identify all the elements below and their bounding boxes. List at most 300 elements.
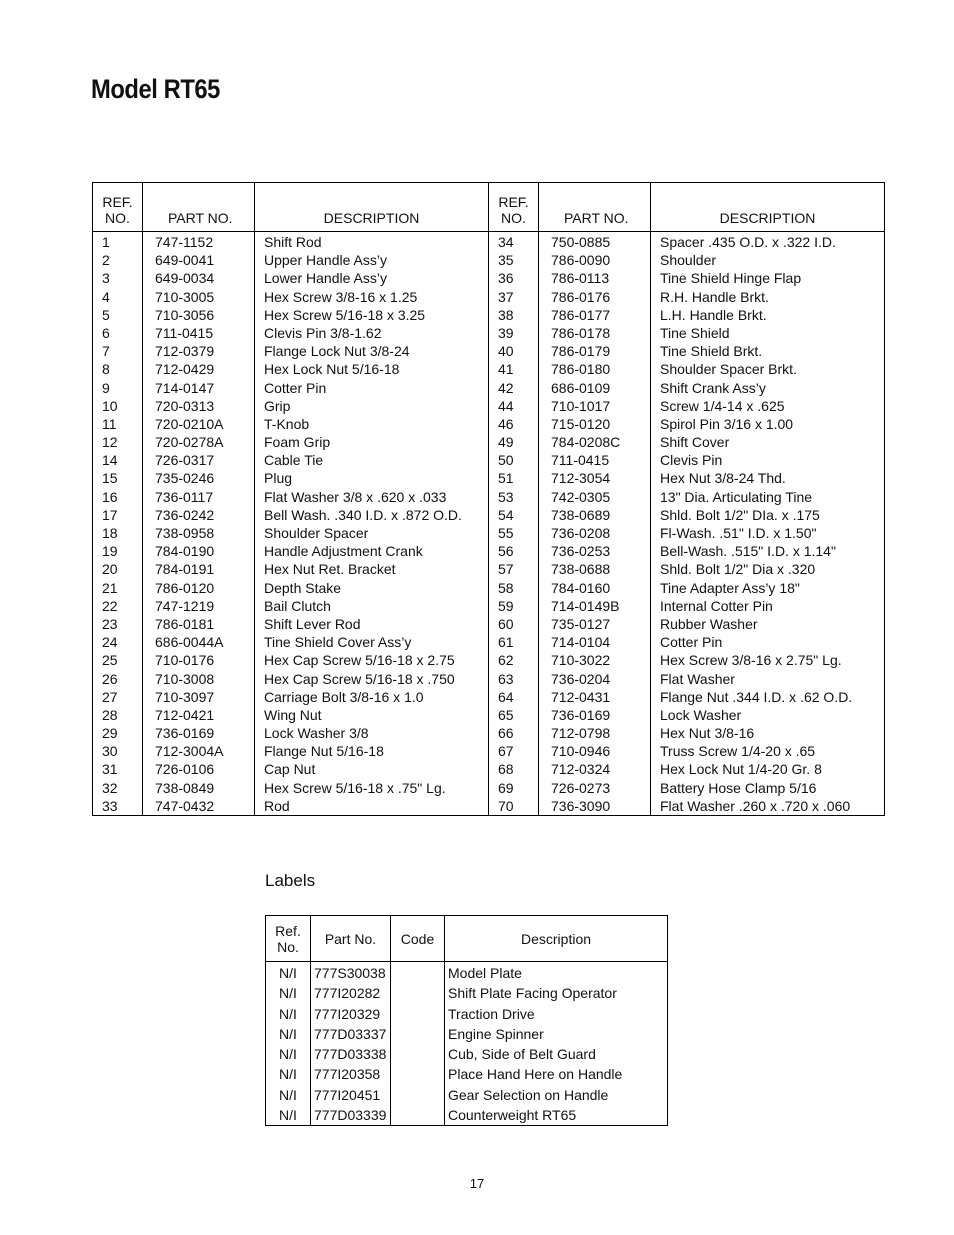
labels-part-header: Part No. (311, 916, 391, 962)
parts-row (489, 306, 885, 324)
parts-row (93, 742, 489, 760)
parts-row (489, 269, 885, 287)
ref-cell: 9 (93, 379, 143, 397)
parts-row (93, 251, 489, 269)
part-no-cell: 712-0324 (539, 760, 651, 778)
ref-cell: 50 (489, 451, 539, 469)
labels-table (265, 915, 668, 1126)
parts-row (489, 397, 885, 415)
ref-cell: 64 (489, 688, 539, 706)
parts-row (93, 560, 489, 578)
labels-ref-cell: N/I (266, 1105, 311, 1126)
part-no-cell: 726-0273 (539, 779, 651, 797)
ref-cell: 1 (93, 232, 143, 252)
parts-row (489, 724, 885, 742)
parts-row (93, 397, 489, 415)
page-number: 17 (469, 1176, 485, 1191)
part-no-cell: 715-0120 (539, 415, 651, 433)
ref-cell: 42 (489, 379, 539, 397)
labels-ref-line2: No. (277, 938, 299, 955)
part-no-cell: 736-0253 (539, 542, 651, 560)
part-no-cell: 736-0117 (143, 488, 255, 506)
parts-row (93, 324, 489, 342)
labels-part-cell: 777D03337 (311, 1024, 391, 1044)
part-no-cell: 786-0181 (143, 615, 255, 633)
parts-row (93, 488, 489, 506)
ref-cell: 39 (489, 324, 539, 342)
ref-cell: 29 (93, 724, 143, 742)
labels-ref-cell: N/I (266, 983, 311, 1003)
description-cell: Shoulder (660, 252, 717, 269)
part-no-cell: 738-0849 (143, 779, 255, 797)
labels-description-cell: Model Plate (448, 965, 522, 981)
part-no-cell: 710-0176 (143, 651, 255, 669)
ref-cell: 2 (93, 251, 143, 269)
ref-cell: 32 (93, 779, 143, 797)
parts-row (93, 779, 489, 797)
part-no-cell: 710-3005 (143, 288, 255, 306)
ref-header-line2: NO. (501, 210, 526, 226)
part-no-cell: 720-0210A (143, 415, 255, 433)
parts-row (93, 433, 489, 451)
parts-row (93, 651, 489, 669)
description-cell: Flat Washer (660, 670, 735, 687)
labels-ref-cell: N/I (266, 1064, 311, 1084)
description-cell: Shoulder Spacer (264, 525, 369, 541)
labels-row (266, 962, 668, 984)
ref-cell: 36 (489, 269, 539, 287)
ref-cell: 44 (489, 397, 539, 415)
description-cell: Flat Washer .260 x .720 x .060 (660, 797, 851, 814)
parts-row (93, 706, 489, 724)
part-no-cell: 712-3054 (539, 469, 651, 487)
ref-cell: 10 (93, 397, 143, 415)
part-no-cell: 720-0278A (143, 433, 255, 451)
part-no-cell: 742-0305 (539, 488, 651, 506)
parts-row (489, 579, 885, 597)
parts-row (93, 342, 489, 360)
description-cell: Bell Wash. .340 I.D. x .872 O.D. (264, 506, 462, 523)
parts-row (489, 232, 885, 252)
ref-cell: 62 (489, 651, 539, 669)
part-no-cell: 738-0689 (539, 506, 651, 524)
labels-description-cell: Place Hand Here on Handle (448, 1066, 623, 1083)
ref-cell: 53 (489, 488, 539, 506)
description-cell: Cap Nut (264, 761, 316, 778)
description-cell: Shift Rod (264, 234, 322, 250)
ref-cell: 60 (489, 615, 539, 633)
parts-row (489, 506, 885, 524)
ref-cell: 63 (489, 670, 539, 688)
ref-cell: 49 (489, 433, 539, 451)
description-cell: Screw 1/4-14 x .625 (660, 397, 785, 414)
part-no-cell: 747-1219 (143, 597, 255, 615)
parts-header-row (489, 183, 885, 232)
part-no-cell: 712-0429 (143, 360, 255, 378)
description-cell: 13" Dia. Articulating Tine (660, 488, 813, 505)
description-cell: Tine Shield Cover Ass’y (264, 634, 412, 651)
description-cell: L.H. Handle Brkt. (660, 306, 767, 323)
labels-row (266, 1064, 668, 1084)
ref-cell: 18 (93, 524, 143, 542)
part-no-cell: 784-0190 (143, 542, 255, 560)
description-cell: Flat Washer 3/8 x .620 x .033 (264, 488, 447, 505)
ref-cell: 55 (489, 524, 539, 542)
ref-cell: 16 (93, 488, 143, 506)
ref-cell: 27 (93, 688, 143, 706)
description-cell: Cable Tie (264, 452, 324, 469)
part-no-cell: 712-0798 (539, 724, 651, 742)
part-no-cell: 738-0958 (143, 524, 255, 542)
labels-description-cell: Cub, Side of Belt Guard (448, 1046, 596, 1063)
ref-cell: 4 (93, 288, 143, 306)
ref-cell: 70 (489, 797, 539, 816)
ref-cell: 6 (93, 324, 143, 342)
ref-cell: 30 (93, 742, 143, 760)
part-no-cell: 786-0120 (143, 579, 255, 597)
description-cell: Tine Shield (660, 324, 730, 341)
part-no-header: PART NO. (539, 183, 651, 232)
labels-code-cell (391, 1105, 445, 1126)
parts-row (489, 469, 885, 487)
parts-row (93, 269, 489, 287)
part-no-cell: 712-0379 (143, 342, 255, 360)
parts-row (489, 651, 885, 669)
labels-part-cell: 777D03338 (311, 1044, 391, 1064)
ref-cell: 41 (489, 360, 539, 378)
ref-cell: 33 (93, 797, 143, 816)
parts-row (93, 415, 489, 433)
labels-code-cell (391, 1085, 445, 1105)
labels-ref-cell: N/I (266, 1085, 311, 1105)
parts-row (93, 579, 489, 597)
labels-part-cell: 777I20329 (311, 1004, 391, 1024)
labels-code-cell (391, 1004, 445, 1024)
part-no-cell: 712-3004A (143, 742, 255, 760)
parts-row (489, 433, 885, 451)
ref-cell: 19 (93, 542, 143, 560)
parts-row (93, 797, 489, 816)
labels-part-cell: 777D03339 (311, 1105, 391, 1126)
ref-cell: 38 (489, 306, 539, 324)
description-cell: Plug (264, 470, 293, 487)
description-cell: Tine Shield Hinge Flap (660, 270, 802, 287)
parts-row (93, 360, 489, 378)
description-cell: Battery Hose Clamp 5/16 (660, 779, 817, 796)
description-cell: R.H. Handle Brkt. (660, 288, 769, 305)
ref-cell: 25 (93, 651, 143, 669)
part-no-cell: 786-0178 (539, 324, 651, 342)
parts-row (93, 542, 489, 560)
parts-row (93, 615, 489, 633)
part-no-cell: 786-0177 (539, 306, 651, 324)
parts-row (93, 688, 489, 706)
part-no-cell: 784-0208C (539, 433, 651, 451)
part-no-cell: 784-0160 (539, 579, 651, 597)
parts-row (489, 615, 885, 633)
ref-cell: 11 (93, 415, 143, 433)
part-no-cell: 686-0109 (539, 379, 651, 397)
part-no-cell: 738-0688 (539, 560, 651, 578)
labels-description-cell: Shift Plate Facing Operator (448, 985, 617, 1002)
description-cell: Hex Cap Screw 5/16-18 x .750 (264, 670, 455, 687)
ref-cell: 59 (489, 597, 539, 615)
description-cell: Lock Washer (660, 706, 742, 723)
parts-row (489, 633, 885, 651)
labels-code-cell (391, 983, 445, 1003)
ref-cell: 35 (489, 251, 539, 269)
labels-description-cell: Counterweight RT65 (448, 1107, 577, 1124)
part-no-cell: 649-0034 (143, 269, 255, 287)
parts-row (489, 488, 885, 506)
labels-code-header: Code (391, 916, 445, 962)
ref-no-header (489, 183, 539, 232)
ref-cell: 15 (93, 469, 143, 487)
page-title: Model RT65 (91, 74, 220, 104)
description-cell: Hex Screw 5/16-18 x 3.25 (264, 306, 426, 323)
description-cell: Rod (264, 797, 290, 814)
description-cell: Flange Nut .344 I.D. x .62 O.D. (660, 688, 853, 705)
parts-row (489, 251, 885, 269)
parts-row (489, 742, 885, 760)
part-no-cell: 711-0415 (143, 324, 255, 342)
part-no-cell: 736-0208 (539, 524, 651, 542)
parts-row (93, 597, 489, 615)
description-cell: Shld. Bolt 1/2" Dia x .320 (660, 561, 816, 578)
description-cell: Hex Nut 3/8-16 (660, 725, 755, 742)
part-no-header: PART NO. (143, 183, 255, 232)
ref-cell: 8 (93, 360, 143, 378)
part-no-cell: 786-0179 (539, 342, 651, 360)
description-cell: Carriage Bolt 3/8-16 x 1.0 (264, 688, 424, 705)
labels-code-cell (391, 1024, 445, 1044)
description-cell: Cotter Pin (264, 379, 327, 396)
ref-cell: 54 (489, 506, 539, 524)
ref-cell: 40 (489, 342, 539, 360)
parts-row (489, 670, 885, 688)
ref-cell: 26 (93, 670, 143, 688)
ref-cell: 51 (489, 469, 539, 487)
description-cell: Spacer .435 O.D. x .322 I.D. (660, 234, 836, 250)
description-cell: Upper Handle Ass’y (264, 252, 387, 269)
parts-row (489, 342, 885, 360)
parts-row (93, 451, 489, 469)
labels-code-cell (391, 1064, 445, 1084)
parts-row (93, 469, 489, 487)
labels-ref-line1: Ref. (275, 922, 301, 939)
ref-cell: 5 (93, 306, 143, 324)
ref-cell: 31 (93, 760, 143, 778)
ref-cell: 69 (489, 779, 539, 797)
description-cell: Foam Grip (264, 434, 331, 451)
parts-row (489, 288, 885, 306)
description-header: DESCRIPTION (651, 183, 885, 232)
description-cell: Clevis Pin (660, 452, 723, 469)
ref-cell: 7 (93, 342, 143, 360)
part-no-cell: 710-0946 (539, 742, 651, 760)
parts-row (93, 524, 489, 542)
parts-row (489, 324, 885, 342)
labels-header-row (266, 916, 668, 962)
part-no-cell: 686-0044A (143, 633, 255, 651)
parts-row (93, 379, 489, 397)
parts-row (489, 560, 885, 578)
labels-description-cell: Engine Spinner (448, 1025, 544, 1042)
part-no-cell: 736-0204 (539, 670, 651, 688)
ref-cell: 37 (489, 288, 539, 306)
parts-row (489, 524, 885, 542)
parts-row (93, 633, 489, 651)
parts-row (489, 688, 885, 706)
description-header: DESCRIPTION (255, 183, 489, 232)
part-no-cell: 735-0127 (539, 615, 651, 633)
parts-row (93, 306, 489, 324)
parts-row (489, 542, 885, 560)
description-cell: Flange Nut 5/16-18 (264, 743, 384, 760)
parts-row (489, 451, 885, 469)
ref-cell: 58 (489, 579, 539, 597)
ref-header-line1: REF. (102, 194, 133, 210)
part-no-cell: 736-0169 (143, 724, 255, 742)
parts-row (489, 779, 885, 797)
labels-ref-cell: N/I (266, 1004, 311, 1024)
labels-code-cell (391, 962, 445, 984)
part-no-cell: 784-0191 (143, 560, 255, 578)
ref-cell: 66 (489, 724, 539, 742)
description-cell: Clevis Pin 3/8-1.62 (264, 324, 382, 341)
parts-table-left (92, 182, 488, 816)
part-no-cell: 736-3090 (539, 797, 651, 816)
part-no-cell: 786-0090 (539, 251, 651, 269)
labels-row (266, 983, 668, 1003)
description-cell: Hex Screw 3/8-16 x 1.25 (264, 288, 418, 305)
description-cell: Rubber Washer (660, 615, 758, 632)
parts-row (93, 288, 489, 306)
ref-cell: 28 (93, 706, 143, 724)
part-no-cell: 786-0180 (539, 360, 651, 378)
part-no-cell: 649-0041 (143, 251, 255, 269)
parts-row (93, 232, 489, 252)
description-cell: Shld. Bolt 1/2" DIa. x .175 (660, 506, 820, 523)
ref-cell: 14 (93, 451, 143, 469)
description-cell: Shift Cover (660, 434, 730, 451)
description-cell: Hex Nut Ret. Bracket (264, 561, 396, 578)
description-cell: Bail Clutch (264, 597, 331, 614)
ref-no-header (93, 183, 143, 232)
labels-description-cell: Traction Drive (448, 1005, 535, 1022)
part-no-cell: 786-0176 (539, 288, 651, 306)
labels-description-cell: Gear Selection on Handle (448, 1086, 609, 1103)
labels-ref-header (266, 916, 311, 962)
part-no-cell: 710-3022 (539, 651, 651, 669)
ref-cell: 20 (93, 560, 143, 578)
description-cell: Hex Screw 3/8-16 x 2.75" Lg. (660, 652, 842, 669)
ref-header-line1: REF. (498, 194, 529, 210)
part-no-cell: 711-0415 (539, 451, 651, 469)
description-cell: Spirol Pin 3/16 x 1.00 (660, 415, 794, 432)
ref-cell: 67 (489, 742, 539, 760)
parts-row (93, 724, 489, 742)
ref-header-line2: NO. (105, 210, 130, 226)
labels-row (266, 1024, 668, 1044)
part-no-cell: 714-0149B (539, 597, 651, 615)
parts-row (93, 760, 489, 778)
parts-row (489, 706, 885, 724)
part-no-cell: 736-0242 (143, 506, 255, 524)
description-cell: Shoulder Spacer Brkt. (660, 361, 797, 378)
labels-ref-cell: N/I (266, 1024, 311, 1044)
labels-part-cell: 777S30038 (311, 962, 391, 984)
description-cell: Internal Cotter Pin (660, 597, 773, 614)
description-cell: Truss Screw 1/4-20 x .65 (660, 743, 816, 760)
labels-ref-cell: N/I (266, 962, 311, 984)
part-no-cell: 714-0147 (143, 379, 255, 397)
ref-cell: 24 (93, 633, 143, 651)
description-cell: Lock Washer 3/8 (264, 725, 369, 742)
part-no-cell: 747-1152 (143, 232, 255, 252)
ref-cell: 56 (489, 542, 539, 560)
parts-header-row (93, 183, 489, 232)
ref-cell: 23 (93, 615, 143, 633)
ref-cell: 57 (489, 560, 539, 578)
labels-part-cell: 777I20358 (311, 1064, 391, 1084)
ref-cell: 12 (93, 433, 143, 451)
description-cell: Hex Nut 3/8-24 Thd. (660, 470, 786, 487)
part-no-cell: 710-3056 (143, 306, 255, 324)
ref-cell: 46 (489, 415, 539, 433)
part-no-cell: 750-0885 (539, 232, 651, 252)
description-cell: Flange Lock Nut 3/8-24 (264, 343, 410, 360)
labels-heading: Labels (265, 871, 316, 890)
ref-cell: 34 (489, 232, 539, 252)
labels-part-cell: 777I20451 (311, 1085, 391, 1105)
parts-row (489, 760, 885, 778)
description-cell: Hex Screw 5/16-18 x .75" Lg. (264, 779, 446, 796)
ref-cell: 65 (489, 706, 539, 724)
parts-row (93, 506, 489, 524)
part-no-cell: 714-0104 (539, 633, 651, 651)
part-no-cell: 710-3097 (143, 688, 255, 706)
parts-row (489, 360, 885, 378)
description-cell: Depth Stake (264, 579, 342, 596)
ref-cell: 22 (93, 597, 143, 615)
labels-row (266, 1044, 668, 1064)
ref-cell: 68 (489, 760, 539, 778)
description-cell: Wing Nut (264, 706, 322, 723)
labels-row (266, 1085, 668, 1105)
part-no-cell: 720-0313 (143, 397, 255, 415)
labels-ref-cell: N/I (266, 1044, 311, 1064)
description-cell: Lower Handle Ass’y (264, 270, 387, 287)
part-no-cell: 710-3008 (143, 670, 255, 688)
parts-row (489, 597, 885, 615)
description-cell: Fl-Wash. .51" I.D. x 1.50" (660, 525, 817, 541)
ref-cell: 17 (93, 506, 143, 524)
ref-cell: 61 (489, 633, 539, 651)
part-no-cell: 726-0317 (143, 451, 255, 469)
part-no-cell: 736-0169 (539, 706, 651, 724)
labels-row (266, 1004, 668, 1024)
description-cell: Cotter Pin (660, 634, 723, 651)
part-no-cell: 786-0113 (539, 269, 651, 287)
description-cell: Hex Cap Screw 5/16-18 x 2.75 (264, 652, 455, 669)
description-cell: Grip (264, 397, 291, 414)
part-no-cell: 712-0431 (539, 688, 651, 706)
ref-cell: 3 (93, 269, 143, 287)
ref-cell: 21 (93, 579, 143, 597)
description-cell: T-Knob (264, 415, 310, 432)
description-cell: Tine Adapter Ass’y 18" (660, 579, 800, 596)
